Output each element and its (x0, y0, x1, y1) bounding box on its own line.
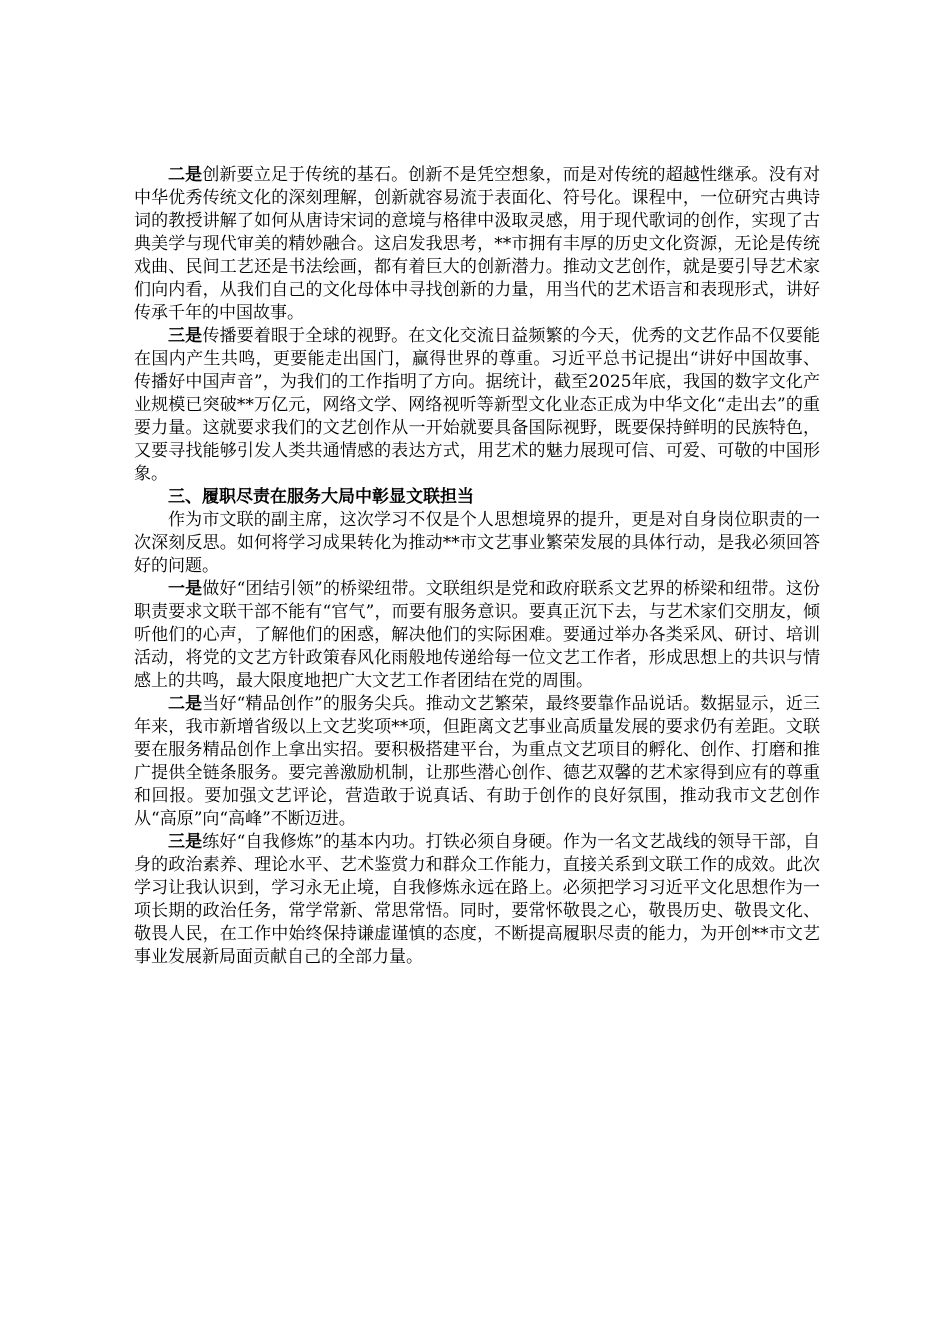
paragraph-text: 当好“精品创作”的服务尖兵。推动文艺繁荣，最终要靠作品说话。数据显示，近三年来，我市新增省级以上文艺奖项**项，但距离文艺事业高质量发展的要求仍有差距。文联要在服务精品创作上拿出实招。要积极搭建平台，为重点文艺项目的孵化、创作、打磨和推广提供全链条服务。要完善激励机制，让那些潜心创作、德艺双馨的艺术家得到应有的尊重和回报。要加强文艺评论，营造敢于说真话、有助于创作的良好氛围，推动我市文艺创作从“高原”向“高峰”不断迈进。 (134, 694, 820, 829)
section-heading: 三、履职尽责在服务大局中彰显文联担当 (168, 487, 474, 507)
paragraph-lead: 二是 (168, 165, 203, 185)
paragraph-intro: 作为市文联的副主席，这次学习不仅是个人思想境界的提升，更是对自身岗位职责的一次深刻反思。如何将学习成果转化为推动**市文艺事业繁荣发展的具体行动，是我必须回答好的问题。 (134, 510, 820, 576)
paragraph-text: 做好“团结引领”的桥梁纽带。文联组织是党和政府联系文艺界的桥梁和纽带。这份职责要求文联干部不能有“官气”，而要有服务意识。要真正沉下去，与艺术家们交朋友，倾听他们的心声，了解他们的困惑，解决他们的实际困难。要通过举办各类采风、研讨、培训活动，将党的文艺方针政策春风化雨般地传递给每一位文艺工作者，形成思想上的共识与情感上的共鸣，最大限度地把广大文艺工作者团结在党的周围。 (134, 579, 820, 691)
paragraph-lead: 二是 (168, 694, 203, 714)
paragraph-text: 创新要立足于传统的基石。创新不是凭空想象，而是对传统的超越性继承。没有对中华优秀传统文化的深刻理解，创新就容易流于表面化、符号化。课程中，一位研究古典诗词的教授讲解了如何从唐诗宋词的意境与格律中汲取灵感，用于现代歌词的创作，实现了古典美学与现代审美的精妙融合。这启发我思考，**市拥有丰厚的历史文化资源，无论是传统戏曲、民间工艺还是书法绘画，都有着巨大的创新潜力。推动文艺创作，就是要引导艺术家们向内看，从我们自己的文化母体中寻找创新的力量，用当代的艺术语言和表现形式，讲好传承千年的中国故事。 (134, 165, 821, 323)
paragraph-lead: 一是 (168, 579, 203, 599)
paragraph-self-cultivation (134, 831, 820, 969)
paragraph-global-vision (134, 325, 820, 486)
paragraph-lead: 三是 (168, 832, 203, 852)
paragraph-unite-lead (134, 578, 820, 693)
document-body (134, 164, 820, 969)
paragraph-quality-creation (134, 693, 820, 831)
paragraph-text: 练好“自我修炼”的基本内功。打铁必须自身硬。作为一名文艺战线的领导干部，自身的政治素养、理论水平、艺术鉴赏力和群众工作能力，直接关系到文联工作的成效。此次学习让我认识到，学习永无止境，自我修炼永远在路上。必须把学习习近平文化思想作为一项长期的政治任务，常学常新、常思常悟。同时，要常怀敬畏之心，敬畏历史、敬畏文化、敬畏人民，在工作中始终保持谦虚谨慎的态度，不断提高履职尽责的能力，为开创**市文艺事业发展新局面贡献自己的全部力量。 (134, 832, 820, 967)
paragraph-lead: 三是 (168, 326, 203, 346)
paragraph-text: 传播要着眼于全球的视野。在文化交流日益频繁的今天，优秀的文艺作品不仅要能在国内产生共鸣，更要能走出国门，赢得世界的尊重。习近平总书记提出“讲好中国故事、传播好中国声音”，为我们的工作指明了方向。据统计，截至2025年底，我国的数字文化产业规模已突破**万亿元，网络文学、网络视听等新型文化业态正成为中华文化“走出去”的重要力量。这就要求我们的文艺创作从一开始就要具备国际视野，既要保持鲜明的民族特色，又要寻找能够引发人类共通情感的表达方式，用艺术的魅力展现可信、可爱、可敬的中国形象。 (134, 326, 821, 484)
paragraph-innovation-tradition (134, 164, 820, 325)
